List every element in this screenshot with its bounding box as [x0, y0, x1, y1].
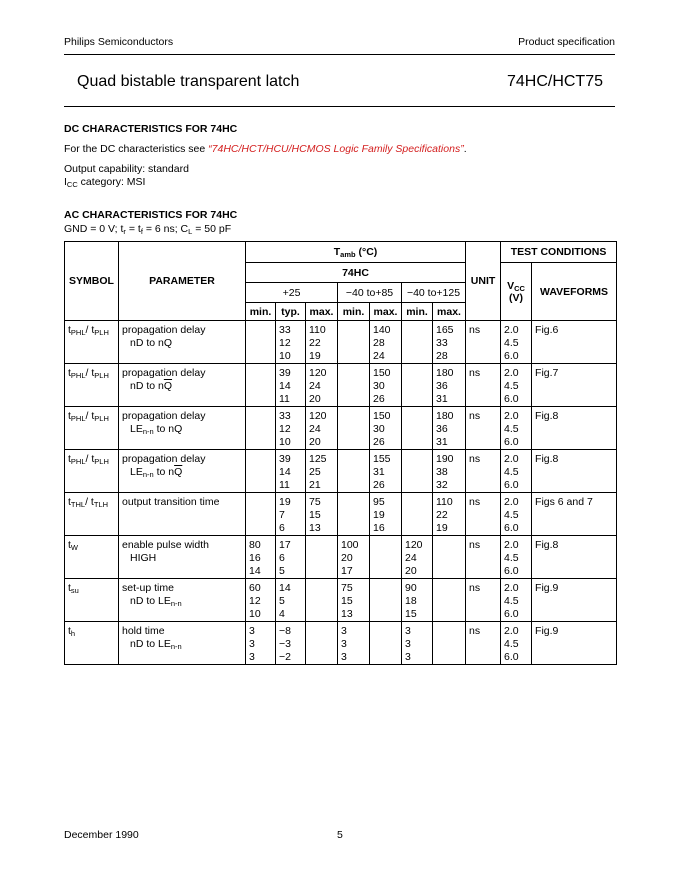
value-cell-min85: 3 3 3 — [338, 622, 370, 665]
value-cell-max25: 125 25 21 — [306, 450, 338, 493]
header-company: Philips Semiconductors — [64, 36, 174, 48]
symbol-cell: $t_{PHL}/$ $t_{PLH}$ — [65, 364, 119, 407]
col-min: min. — [402, 303, 433, 321]
col-t125: −40 to+125 — [402, 283, 466, 303]
value-cell-min25: 80 16 14 — [246, 536, 276, 579]
symbol-cell: $t_W$ — [65, 536, 119, 579]
value-cell-max125: 165 33 28 — [433, 321, 466, 364]
value-cell-min85 — [338, 407, 370, 450]
value-cell-vcc: 2.0 4.5 6.0 — [501, 407, 532, 450]
value-cell-min85 — [338, 321, 370, 364]
part-number: 74HC/HCT75 — [506, 73, 603, 90]
value-cell-max85: 150 30 26 — [370, 364, 402, 407]
dc-heading: DC CHARACTERISTICS FOR 74HC — [64, 123, 238, 135]
col-test-conditions: TEST CONDITIONS — [501, 242, 617, 263]
value-cell-wave: Fig.8 — [532, 450, 617, 493]
value-cell-min85 — [338, 364, 370, 407]
parameter-cell: hold time nD to $LE_{n-n}$ — [119, 622, 246, 665]
value-cell-wave: Figs 6 and 7 — [532, 493, 617, 536]
col-t25: +25 — [246, 283, 338, 303]
table-row — [65, 321, 617, 364]
value-cell-typ25: 39 14 11 — [276, 364, 306, 407]
col-parameter: PARAMETER — [119, 242, 246, 321]
value-cell-min85: 75 15 13 — [338, 579, 370, 622]
value-cell-max85: 95 19 16 — [370, 493, 402, 536]
symbol-cell: $t_{PHL}/$ $t_{PLH}$ — [65, 321, 119, 364]
dc-ref-suffix: . — [463, 143, 467, 155]
value-cell-unit: ns — [466, 450, 501, 493]
value-cell-typ25: 39 14 11 — [276, 450, 306, 493]
value-cell-vcc: 2.0 4.5 6.0 — [501, 450, 532, 493]
footer-date: December 1990 — [64, 829, 139, 841]
value-cell-max25: 75 15 13 — [306, 493, 338, 536]
icc-sub: CC — [66, 180, 78, 189]
value-cell-vcc: 2.0 4.5 6.0 — [501, 321, 532, 364]
value-cell-unit: ns — [466, 364, 501, 407]
col-min: min. — [338, 303, 370, 321]
value-cell-unit: ns — [466, 579, 501, 622]
col-min: min. — [246, 303, 276, 321]
value-cell-min125 — [402, 321, 433, 364]
table-row — [65, 579, 617, 622]
icc-suffix: category: MSI — [77, 176, 146, 188]
cond-part: = 6 ns; C — [142, 223, 189, 235]
col-symbol: SYMBOL — [65, 242, 119, 321]
value-cell-vcc: 2.0 4.5 6.0 — [501, 579, 532, 622]
value-cell-min25 — [246, 450, 276, 493]
col-max: max. — [370, 303, 402, 321]
value-cell-unit: ns — [466, 321, 501, 364]
value-cell-max125: 180 36 31 — [433, 364, 466, 407]
value-cell-unit: ns — [466, 536, 501, 579]
value-cell-max25 — [306, 579, 338, 622]
value-cell-min125 — [402, 450, 433, 493]
col-typ: typ. — [276, 303, 306, 321]
value-cell-min125: 90 18 15 — [402, 579, 433, 622]
value-cell-typ25: 33 12 10 — [276, 407, 306, 450]
col-vcc: $V_{CC}$ (V) — [501, 263, 532, 321]
col-family: 74HC — [246, 263, 466, 283]
cond-sub: f — [140, 227, 143, 236]
parameter-cell: output transition time — [119, 493, 246, 536]
parameter-cell: propagation delay nD to nQ — [119, 321, 246, 364]
document-title: Quad bistable transparent latch — [77, 73, 300, 90]
cond-part: = t — [125, 223, 141, 235]
value-cell-unit: ns — [466, 622, 501, 665]
symbol-cell: $t_{PHL}/$ $t_{PLH}$ — [65, 407, 119, 450]
value-cell-max25: 120 24 20 — [306, 364, 338, 407]
parameter-cell: propagation delay $LE_{n-n}$ to $n\overline{Q}$ — [119, 450, 246, 493]
value-cell-min25 — [246, 321, 276, 364]
icc-prefix: I — [64, 176, 67, 188]
col-max: max. — [433, 303, 466, 321]
dc-ref-prefix: For the DC characteristics see — [64, 143, 209, 155]
symbol-cell: $t_{PHL}/$ $t_{PLH}$ — [65, 450, 119, 493]
col-max: max. — [306, 303, 338, 321]
value-cell-max125: 180 36 31 — [433, 407, 466, 450]
cond-part: GND = 0 V; t — [64, 223, 124, 235]
value-cell-wave: Fig.8 — [532, 536, 617, 579]
value-cell-max25: 120 24 20 — [306, 407, 338, 450]
value-cell-min125 — [402, 493, 433, 536]
header-doc-type: Product specification — [518, 36, 615, 48]
cond-sub: L — [188, 227, 193, 236]
value-cell-min25 — [246, 364, 276, 407]
parameter-cell: propagation delay nD to $n\overline{Q}$ — [119, 364, 246, 407]
value-cell-vcc: 2.0 4.5 6.0 — [501, 622, 532, 665]
value-cell-min125: 3 3 3 — [402, 622, 433, 665]
value-cell-max85 — [370, 622, 402, 665]
output-capability: Output capability: standard — [64, 163, 189, 175]
value-cell-vcc: 2.0 4.5 6.0 — [501, 493, 532, 536]
value-cell-min125 — [402, 364, 433, 407]
title-rule — [64, 106, 615, 107]
parameter-cell: enable pulse width HIGH — [119, 536, 246, 579]
value-cell-wave: Fig.6 — [532, 321, 617, 364]
value-cell-max85 — [370, 579, 402, 622]
value-cell-min25: 60 12 10 — [246, 579, 276, 622]
col-waveforms: WAVEFORMS — [532, 263, 617, 321]
value-cell-max85: 150 30 26 — [370, 407, 402, 450]
value-cell-typ25: 19 7 6 — [276, 493, 306, 536]
header-rule — [64, 54, 615, 55]
ac-conditions — [64, 223, 231, 235]
dc-reference — [64, 143, 467, 155]
value-cell-typ25: 33 12 10 — [276, 321, 306, 364]
cond-part: = 50 pF — [192, 223, 232, 235]
value-cell-max25: 110 22 19 — [306, 321, 338, 364]
value-cell-max85 — [370, 536, 402, 579]
value-cell-max125 — [433, 579, 466, 622]
symbol-cell: $t_h$ — [65, 622, 119, 665]
value-cell-wave: Fig.9 — [532, 579, 617, 622]
col-t85: −40 to+85 — [338, 283, 402, 303]
value-cell-min25 — [246, 493, 276, 536]
value-cell-max125: 190 38 32 — [433, 450, 466, 493]
parameter-cell: set-up time nD to $LE_{n-n}$ — [119, 579, 246, 622]
value-cell-typ25: 17 6 5 — [276, 536, 306, 579]
value-cell-max25 — [306, 536, 338, 579]
value-cell-vcc: 2.0 4.5 6.0 — [501, 364, 532, 407]
value-cell-wave: Fig.8 — [532, 407, 617, 450]
col-tamb: $T_{amb}$ (°C) — [246, 242, 466, 263]
value-cell-max25 — [306, 622, 338, 665]
symbol-cell: $t_{su}$ — [65, 579, 119, 622]
value-cell-max85: 155 31 26 — [370, 450, 402, 493]
value-cell-min25 — [246, 407, 276, 450]
value-cell-min25: 3 3 3 — [246, 622, 276, 665]
value-cell-max85: 140 28 24 — [370, 321, 402, 364]
value-cell-max125: 110 22 19 — [433, 493, 466, 536]
value-cell-min85 — [338, 450, 370, 493]
value-cell-vcc: 2.0 4.5 6.0 — [501, 536, 532, 579]
value-cell-typ25: 14 5 4 — [276, 579, 306, 622]
value-cell-min85: 100 20 17 — [338, 536, 370, 579]
footer-page-number: 5 — [337, 829, 343, 841]
value-cell-wave: Fig.7 — [532, 364, 617, 407]
value-cell-min125 — [402, 407, 433, 450]
value-cell-min85 — [338, 493, 370, 536]
table-row — [65, 407, 617, 450]
parameter-cell: propagation delay $LE_{n-n}$ to nQ — [119, 407, 246, 450]
table-row — [65, 493, 617, 536]
table-row — [65, 364, 617, 407]
value-cell-unit: ns — [466, 493, 501, 536]
value-cell-typ25: −8 −3 −2 — [276, 622, 306, 665]
symbol-cell: $t_{THL}/$ $t_{TLH}$ — [65, 493, 119, 536]
table-row — [65, 536, 617, 579]
ac-characteristics-table — [64, 241, 617, 665]
ac-heading: AC CHARACTERISTICS FOR 74HC — [64, 209, 238, 221]
value-cell-unit: ns — [466, 407, 501, 450]
cond-sub: r — [123, 227, 126, 236]
value-cell-wave: Fig.9 — [532, 622, 617, 665]
dc-ref-link[interactable]: “74HC/HCT/HCU/HCMOS Logic Family Specifications” — [208, 143, 464, 155]
value-cell-min125: 120 24 20 — [402, 536, 433, 579]
table-row — [65, 450, 617, 493]
icc-category — [64, 176, 145, 188]
table-row — [65, 622, 617, 665]
value-cell-max125 — [433, 536, 466, 579]
col-unit: UNIT — [466, 242, 501, 321]
value-cell-max125 — [433, 622, 466, 665]
